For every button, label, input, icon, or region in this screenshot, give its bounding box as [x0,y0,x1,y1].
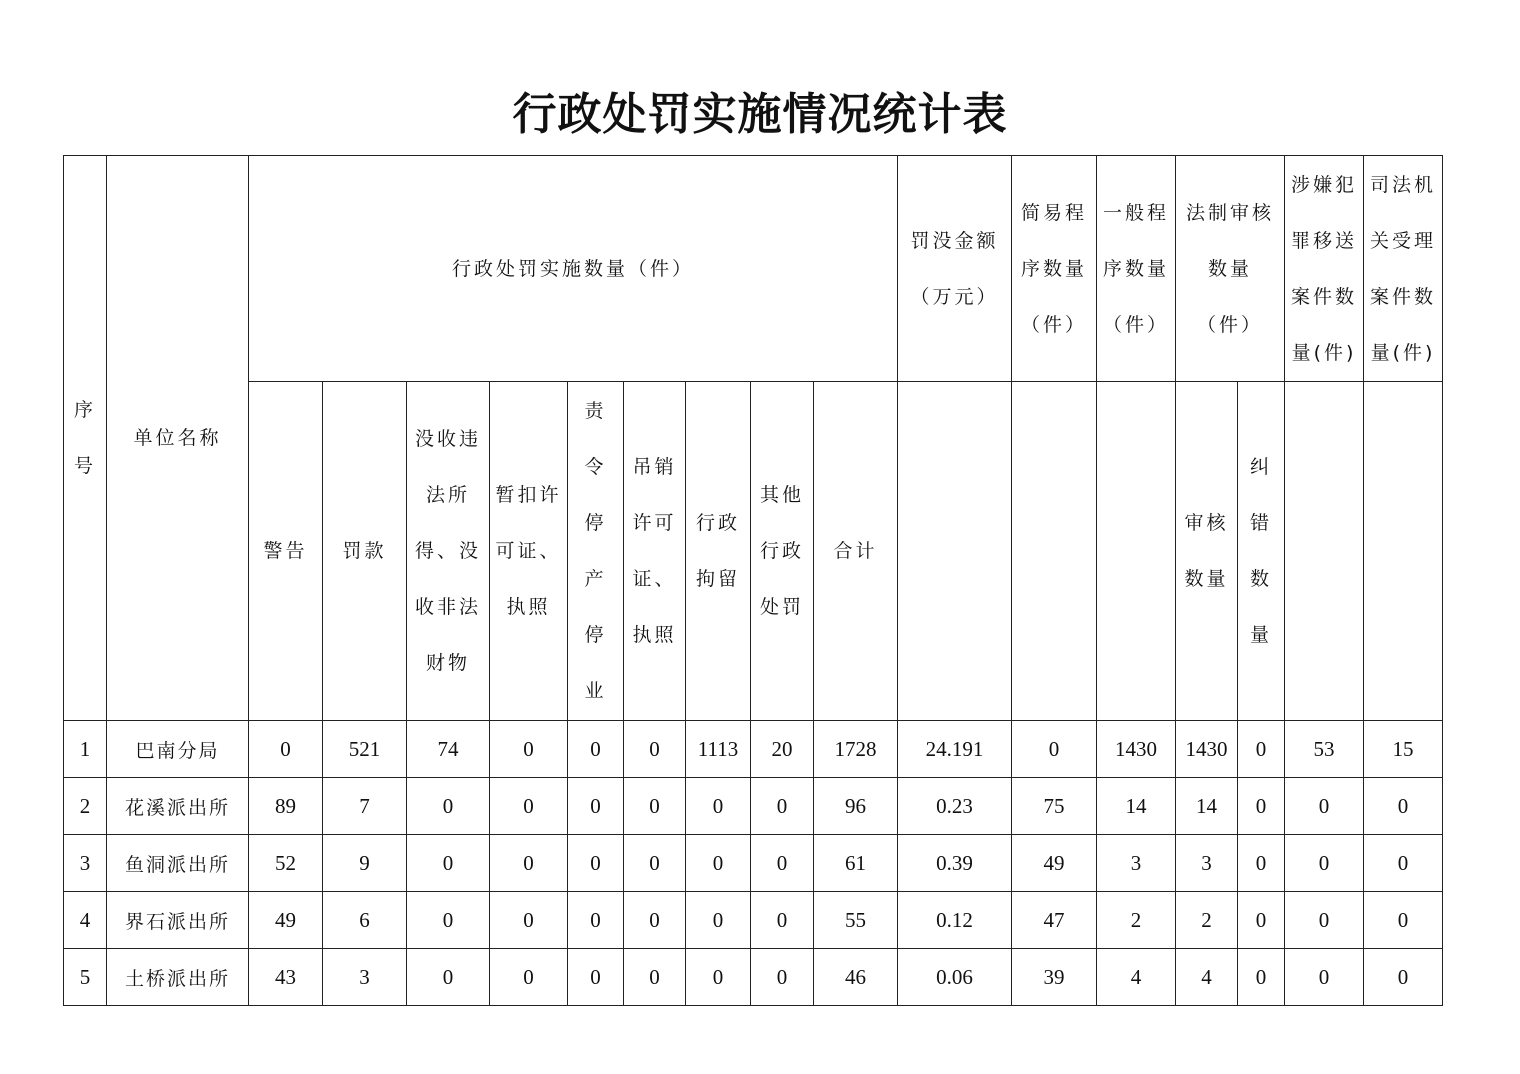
cell-seq: 2 [64,778,107,835]
cell-simple-procedure: 39 [1012,949,1097,1006]
cell-seq: 1 [64,721,107,778]
header-general-procedure: 一般程序数量（件） [1097,156,1176,382]
cell-unit-name: 鱼洞派出所 [107,835,249,892]
header-crime-transfer-blank [1285,382,1364,721]
header-review-count: 审核数量 [1176,382,1238,721]
table-row [64,778,1443,835]
table-row [64,892,1443,949]
cell-crime-transfer: 0 [1285,835,1364,892]
cell-general-procedure: 3 [1097,835,1176,892]
header-suspend-license: 暂扣许可证、执照 [490,382,568,721]
cell-fine: 3 [323,949,407,1006]
cell-suspend-license: 0 [490,721,568,778]
cell-total: 1728 [814,721,898,778]
cell-fine-amount: 0.12 [898,892,1012,949]
cell-detention: 0 [686,778,751,835]
cell-fine-amount: 24.191 [898,721,1012,778]
cell-unit-name: 花溪派出所 [107,778,249,835]
cell-judicial-accept: 15 [1364,721,1443,778]
cell-seq: 4 [64,892,107,949]
cell-detention: 0 [686,835,751,892]
cell-order-stop: 0 [568,892,624,949]
cell-unit-name: 土桥派出所 [107,949,249,1006]
cell-fine-amount: 0.39 [898,835,1012,892]
header-fine: 罚款 [323,382,407,721]
cell-confiscate: 0 [407,949,490,1006]
cell-crime-transfer: 53 [1285,721,1364,778]
header-legal-review-group: 法制审核数量（件） [1176,156,1285,382]
cell-detention: 0 [686,892,751,949]
header-correction-count: 纠错数量 [1238,382,1285,721]
cell-simple-procedure: 0 [1012,721,1097,778]
cell-order-stop: 0 [568,835,624,892]
header-penalty-count-group: 行政处罚实施数量（件） [249,156,898,382]
cell-general-procedure: 2 [1097,892,1176,949]
header-revoke-license: 吊销许可证、执照 [624,382,686,721]
cell-order-stop: 0 [568,721,624,778]
cell-correction-count: 0 [1238,721,1285,778]
cell-crime-transfer: 0 [1285,949,1364,1006]
cell-seq: 3 [64,835,107,892]
header-row-2 [64,382,1443,721]
cell-order-stop: 0 [568,949,624,1006]
cell-suspend-license: 0 [490,778,568,835]
cell-correction-count: 0 [1238,778,1285,835]
cell-warning: 49 [249,892,323,949]
cell-fine: 9 [323,835,407,892]
cell-unit-name: 巴南分局 [107,721,249,778]
cell-correction-count: 0 [1238,835,1285,892]
cell-revoke-license: 0 [624,778,686,835]
cell-other-penalty: 20 [751,721,814,778]
cell-correction-count: 0 [1238,949,1285,1006]
cell-warning: 89 [249,778,323,835]
cell-confiscate: 0 [407,778,490,835]
cell-simple-procedure: 75 [1012,778,1097,835]
cell-revoke-license: 0 [624,949,686,1006]
header-confiscate: 没收违法所得、没收非法财物 [407,382,490,721]
cell-order-stop: 0 [568,778,624,835]
cell-total: 55 [814,892,898,949]
cell-general-procedure: 14 [1097,778,1176,835]
header-total: 合计 [814,382,898,721]
cell-total: 46 [814,949,898,1006]
page-title: 行政处罚实施情况统计表 [512,89,1008,140]
header-fine-amount: 罚没金额（万元） [898,156,1012,382]
cell-confiscate: 74 [407,721,490,778]
header-unit-name: 单位名称 [107,156,249,721]
cell-crime-transfer: 0 [1285,892,1364,949]
table-row [64,721,1443,778]
cell-revoke-license: 0 [624,835,686,892]
cell-warning: 52 [249,835,323,892]
cell-fine-amount: 0.23 [898,778,1012,835]
cell-simple-procedure: 47 [1012,892,1097,949]
cell-fine: 7 [323,778,407,835]
header-judicial-accept: 司法机关受理案件数量(件) [1364,156,1443,382]
cell-general-procedure: 4 [1097,949,1176,1006]
cell-detention: 0 [686,949,751,1006]
cell-warning: 0 [249,721,323,778]
cell-general-procedure: 1430 [1097,721,1176,778]
header-judicial-accept-blank [1364,382,1443,721]
cell-seq: 5 [64,949,107,1006]
cell-judicial-accept: 0 [1364,892,1443,949]
cell-suspend-license: 0 [490,835,568,892]
table-body [64,721,1443,1006]
cell-judicial-accept: 0 [1364,835,1443,892]
cell-simple-procedure: 49 [1012,835,1097,892]
table-row [64,835,1443,892]
cell-judicial-accept: 0 [1364,949,1443,1006]
cell-other-penalty: 0 [751,892,814,949]
cell-review-count: 3 [1176,835,1238,892]
cell-other-penalty: 0 [751,949,814,1006]
cell-fine: 6 [323,892,407,949]
header-order-stop: 责令停产停业 [568,382,624,721]
cell-detention: 1113 [686,721,751,778]
header-row-1 [64,156,1443,382]
cell-fine-amount: 0.06 [898,949,1012,1006]
cell-revoke-license: 0 [624,892,686,949]
header-warning: 警告 [249,382,323,721]
cell-total: 96 [814,778,898,835]
cell-crime-transfer: 0 [1285,778,1364,835]
cell-unit-name: 界石派出所 [107,892,249,949]
penalty-stats-table [63,155,1443,1006]
header-seq: 序号 [64,156,107,721]
cell-total: 61 [814,835,898,892]
cell-review-count: 4 [1176,949,1238,1006]
header-simple-procedure: 简易程序数量（件） [1012,156,1097,382]
table-row [64,949,1443,1006]
cell-judicial-accept: 0 [1364,778,1443,835]
cell-other-penalty: 0 [751,778,814,835]
header-fine-amount-blank [898,382,1012,721]
header-general-procedure-blank [1097,382,1176,721]
cell-review-count: 1430 [1176,721,1238,778]
cell-other-penalty: 0 [751,835,814,892]
cell-correction-count: 0 [1238,892,1285,949]
header-other-penalty: 其他行政处罚 [751,382,814,721]
cell-suspend-license: 0 [490,949,568,1006]
cell-warning: 43 [249,949,323,1006]
cell-fine: 521 [323,721,407,778]
header-crime-transfer: 涉嫌犯罪移送案件数量(件) [1285,156,1364,382]
header-detention: 行政拘留 [686,382,751,721]
cell-review-count: 14 [1176,778,1238,835]
header-simple-procedure-blank [1012,382,1097,721]
cell-confiscate: 0 [407,835,490,892]
cell-suspend-license: 0 [490,892,568,949]
cell-revoke-license: 0 [624,721,686,778]
cell-confiscate: 0 [407,892,490,949]
cell-review-count: 2 [1176,892,1238,949]
